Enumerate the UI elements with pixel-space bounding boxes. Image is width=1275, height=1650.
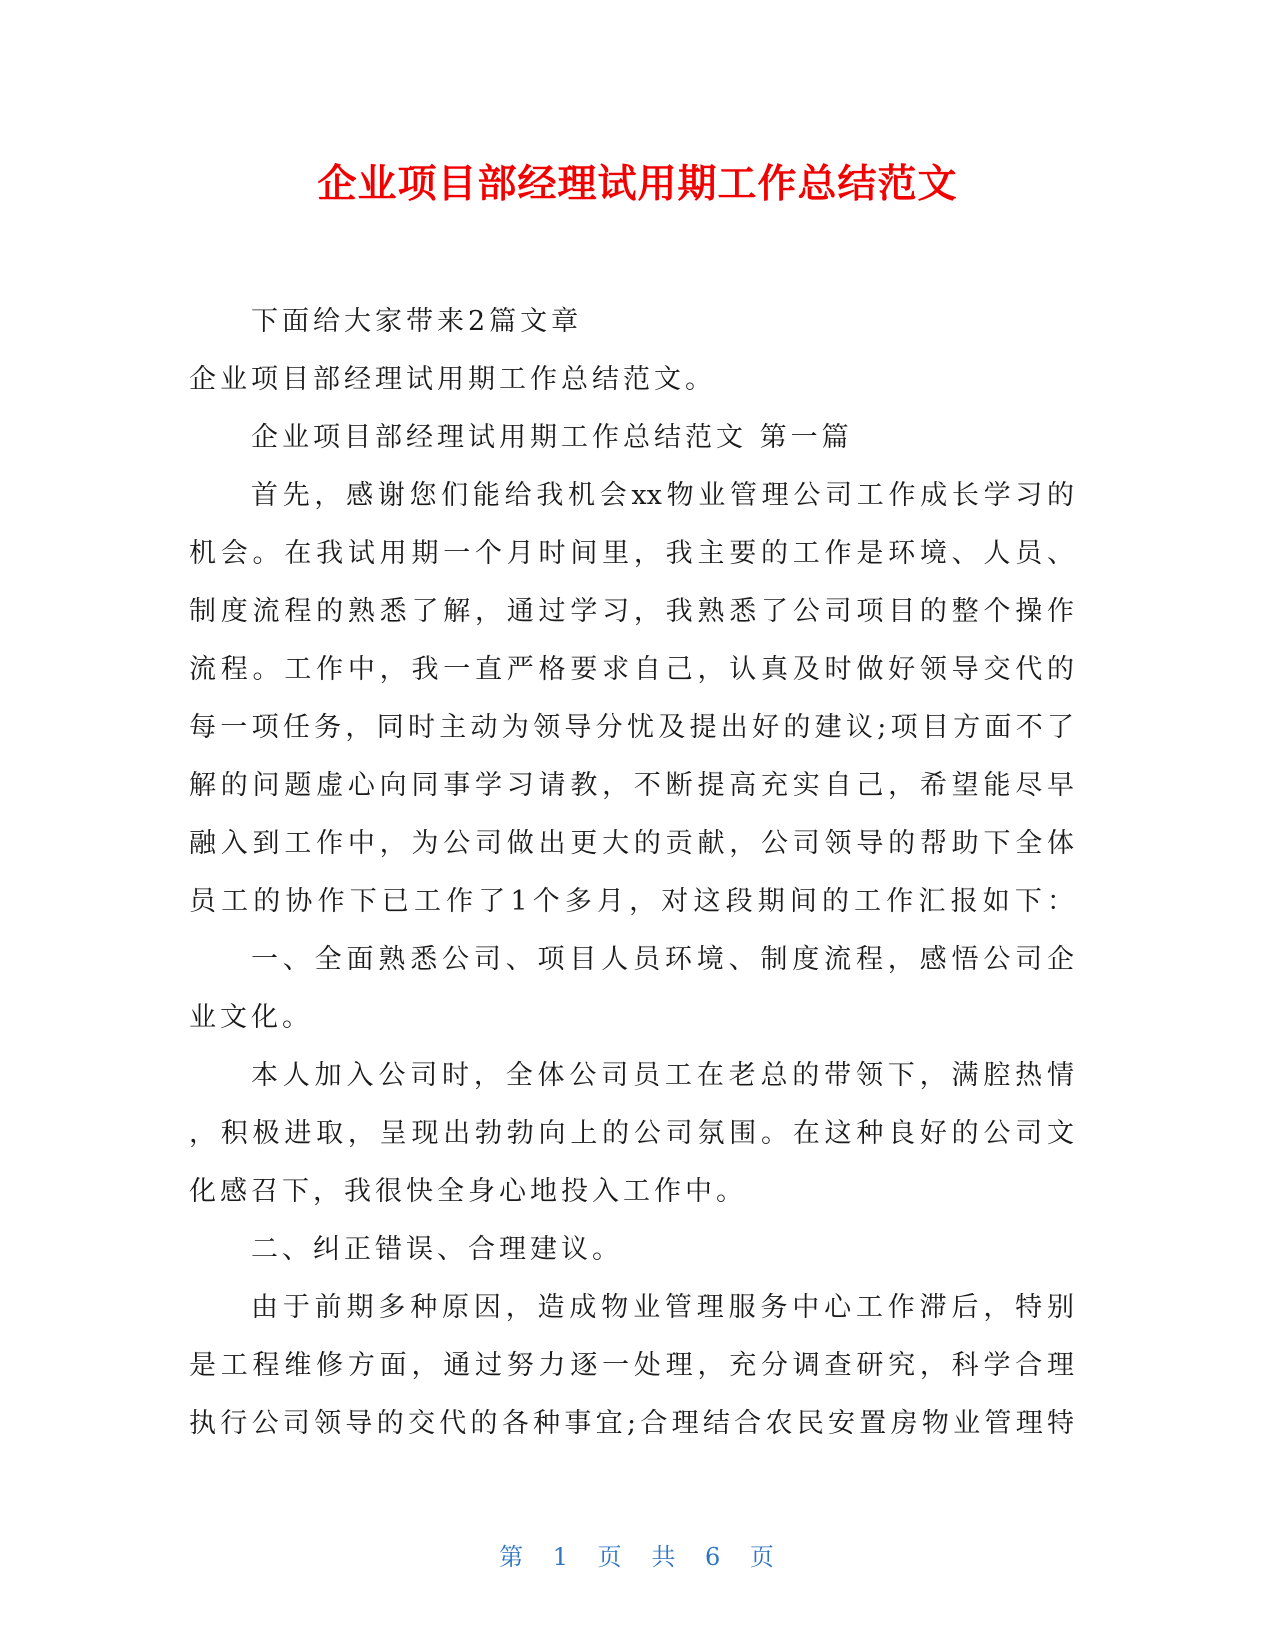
section-heading: 企业项目部经理试用期工作总结范文 第一篇 xyxy=(251,422,853,453)
paragraph-line: 本人加入公司时，全体公司员工在老总的带领下，满腔热情 xyxy=(251,1060,1074,1091)
paragraph-line: 流程。工作中，我一直严格要求自己，认真及时做好领导交代的 xyxy=(189,654,1074,685)
paragraph-line: 是工程维修方面，通过努力逐一处理，充分调查研究，科学合理 xyxy=(189,1350,1074,1381)
current-page-number: 1 xyxy=(552,1543,571,1571)
paragraph-line: 下面给大家带来2篇文章 xyxy=(251,306,583,337)
paragraph-line: 由于前期多种原因，造成物业管理服务中心工作滞后，特别 xyxy=(251,1292,1074,1323)
total-pages-number: 6 xyxy=(704,1543,723,1571)
paragraph-line: 化感召下，我很快全身心地投入工作中。 xyxy=(189,1176,747,1207)
page-label-prefix: 第 xyxy=(499,1543,526,1571)
paragraph-line: 二、纠正错误、合理建议。 xyxy=(251,1234,623,1265)
paragraph-line: 制度流程的熟悉了解，通过学习，我熟悉了公司项目的整个操作 xyxy=(189,596,1074,627)
paragraph-line: 企业项目部经理试用期工作总结范文。 xyxy=(189,364,716,395)
page-label-mid: 页 xyxy=(597,1543,624,1571)
page-label-suffix: 页 xyxy=(749,1543,776,1571)
paragraph-line: 业文化。 xyxy=(189,1002,313,1033)
document-body xyxy=(189,293,1074,1453)
document-title: 企业项目部经理试用期工作总结范文 xyxy=(317,162,958,207)
paragraph-line: 解的问题虚心向同事学习请教，不断提高充实自己，希望能尽早 xyxy=(189,770,1074,801)
paragraph-line: 执行公司领导的交代的各种事宜;合理结合农民安置房物业管理特 xyxy=(189,1408,1074,1439)
paragraph-line: 融入到工作中，为公司做出更大的贡献，公司领导的帮助下全体 xyxy=(189,828,1074,859)
paragraph-line: ，积极进取，呈现出勃勃向上的公司氛围。在这种良好的公司文 xyxy=(189,1118,1074,1149)
total-label: 共 xyxy=(651,1543,678,1571)
paragraph-line: 首先，感谢您们能给我机会xx物业管理公司工作成长学习的 xyxy=(251,480,1074,511)
paragraph-line: 一、全面熟悉公司、项目人员环境、制度流程，感悟公司企 xyxy=(251,944,1074,975)
paragraph-line: 员工的协作下已工作了1个多月，对这段期间的工作汇报如下： xyxy=(189,886,1074,917)
paragraph-line: 每一项任务，同时主动为领导分忧及提出好的建议;项目方面不了 xyxy=(189,712,1074,743)
page-footer xyxy=(0,1537,1275,1572)
paragraph-line: 机会。在我试用期一个月时间里，我主要的工作是环境、人员、 xyxy=(189,538,1074,569)
